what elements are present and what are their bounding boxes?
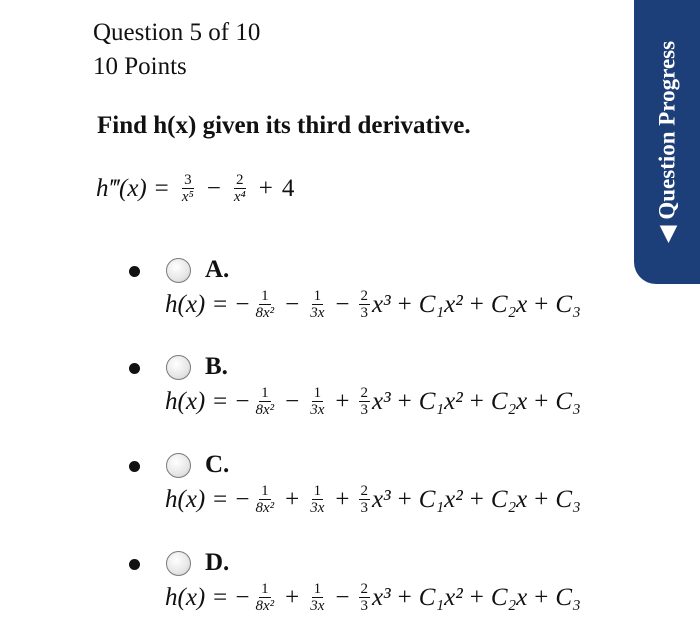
question-prompt: Find h(x) given its third derivative. — [97, 112, 471, 139]
option-letter: C. — [205, 451, 230, 478]
question-meta — [93, 16, 260, 84]
answer-option-d[interactable] — [0, 545, 700, 635]
radio-button-b[interactable] — [166, 355, 191, 380]
bullet-icon — [129, 266, 140, 277]
option-letter: D. — [205, 549, 230, 576]
question-progress-tab[interactable] — [634, 0, 700, 284]
question-counter: Question 5 of 10 — [93, 19, 261, 46]
option-letter: A. — [205, 256, 230, 283]
option-letter: B. — [205, 353, 228, 380]
given-constant: 4 — [281, 174, 295, 202]
given-op-2: + — [258, 174, 273, 202]
bullet-icon — [129, 363, 140, 374]
question-points: 10 Points — [93, 53, 187, 80]
option-expression: h(x) = − $\frac{1}{\text{8x²}}$ − $\frac{1}{3x}$ + $\frac{2}{3}$ x³ + C₁x² + C₂x + C₃ — [165, 385, 581, 418]
radio-button-c[interactable] — [166, 453, 191, 478]
given-fraction-2: $\frac{2}{\text{x⁴}}$ — [233, 172, 246, 205]
option-expression: h(x) = − $\frac{1}{\text{8x²}}$ + $\frac{1}{3x}$ + $\frac{2}{3}$ x³ + C₁x² + C₂x + C₃ — [165, 483, 581, 516]
given-derivative — [96, 172, 294, 205]
radio-button-d[interactable] — [166, 551, 191, 576]
given-lhs: h‴(x) = — [96, 174, 170, 202]
radio-button-a[interactable] — [166, 258, 191, 283]
given-op-1: − — [206, 174, 221, 202]
given-fraction-1: $\frac{3}{\text{x⁵}}$ — [181, 172, 194, 205]
bullet-icon — [129, 461, 140, 472]
answer-option-c[interactable] — [0, 447, 700, 537]
option-expression: h(x) = − $\frac{1}{\text{8x²}}$ − $\frac{1}{3x}$ − $\frac{2}{3}$ x³ + C₁x² + C₂x + C₃ — [165, 288, 581, 321]
bullet-icon — [129, 559, 140, 570]
answer-option-b[interactable] — [0, 349, 700, 439]
question-progress-label: ◀ Question Progress — [654, 40, 680, 244]
answer-option-a[interactable] — [0, 252, 700, 342]
option-expression: h(x) = − $\frac{1}{\text{8x²}}$ + $\frac{1}{3x}$ − $\frac{2}{3}$ x³ + C₁x² + C₂x + C₃ — [165, 581, 581, 614]
